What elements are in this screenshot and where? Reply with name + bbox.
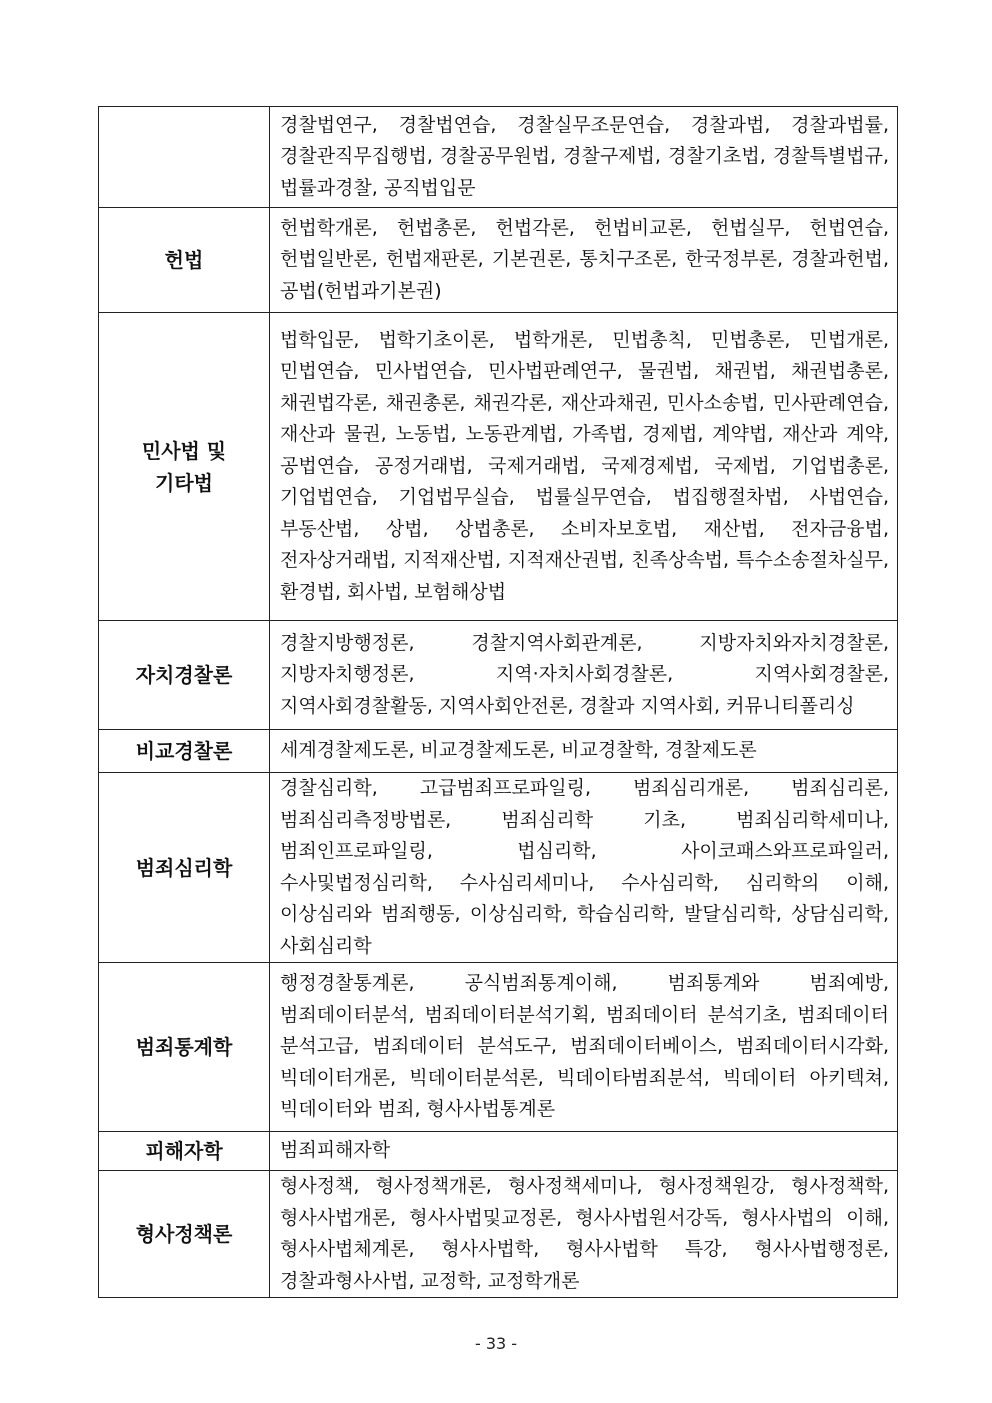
table-row bbox=[99, 730, 898, 773]
table-row bbox=[99, 107, 898, 208]
courses-cell: 경찰지방행정론, 경찰지역사회관계론, 지방자치와자치경찰론, 지방자치행정론, 지역·자치사회경찰론, 지역사회경찰론, 지역사회경찰활동, 지역사회안전론, 경찰과 지역사회, 커뮤니티폴리싱 bbox=[270, 621, 898, 730]
table-row bbox=[99, 1132, 898, 1171]
table-row bbox=[99, 963, 898, 1132]
subject-cell: 범죄통계학 bbox=[99, 963, 270, 1132]
subject-cell: 자치경찰론 bbox=[99, 621, 270, 730]
table-row bbox=[99, 773, 898, 963]
subject-cell: 피해자학 bbox=[99, 1132, 270, 1171]
subject-cell: 범죄심리학 bbox=[99, 773, 270, 963]
table-row bbox=[99, 313, 898, 621]
courses-cell: 형사정책, 형사정책개론, 형사정책세미나, 형사정책원강, 형사정책학, 형사사법개론, 형사사법및교정론, 형사사법원서강독, 형사사법의 이해, 형사사법체계론, 형사사법학, 형사사법학 특강, 형사사법행정론, 경찰과형사사법, 교정학, 교정학개론 bbox=[270, 1171, 898, 1298]
table-row bbox=[99, 1171, 898, 1298]
course-table bbox=[98, 106, 898, 1298]
courses-cell: 범죄피해자학 bbox=[270, 1132, 898, 1171]
courses-cell: 법학입문, 법학기초이론, 법학개론, 민법총칙, 민법총론, 민법개론, 민법연습, 민사법연습, 민사법판례연구, 물권법, 채권법, 채권법총론, 채권법각론, 채권총론, 채권각론, 재산과채권, 민사소송법, 민사판례연습, 재산과 물권, 노동법, 노동관계법, 가족법, 경제법, 계약법, 재산과 계약, 공법연습, 공정거래법, 국제거래법, 국제경제법, 국제법, 기업법총론, 기업법연습, 기업법무실습, 법률실무연습, 법집행절차법, 사법연습, 부동산법, 상법, 상법총론, 소비자보호법, 재산법, 전자금융법, 전자상거래법, 지적재산법, 지적재산권법, 친족상속법, 특수소송절차실무, 환경법, 회사법, 보험해상법 bbox=[270, 313, 898, 621]
subject-cell: 헌법 bbox=[99, 208, 270, 313]
courses-cell: 세계경찰제도론, 비교경찰제도론, 비교경찰학, 경찰제도론 bbox=[270, 730, 898, 773]
courses-cell: 경찰법연구, 경찰법연습, 경찰실무조문연습, 경찰과법, 경찰과법률, 경찰관직무집행법, 경찰공무원법, 경찰구제법, 경찰기초법, 경찰특별법규, 법률과경찰, 공직법입문 bbox=[270, 107, 898, 208]
subject-cell bbox=[99, 313, 270, 621]
table-row bbox=[99, 208, 898, 313]
courses-cell: 행정경찰통계론, 공식범죄통계이해, 범죄통계와 범죄예방, 범죄데이터분석, 범죄데이터분석기획, 범죄데이터 분석기초, 범죄데이터 분석고급, 범죄데이터 분석도구, 범죄데이터베이스, 범죄데이터시각화, 빅데이터개론, 빅데이터분석론, 빅데이타범죄분석, 빅데이터 아키텍쳐, 빅데이터와 범죄, 형사사법통계론 bbox=[270, 963, 898, 1132]
table-row bbox=[99, 621, 898, 730]
courses-cell: 경찰심리학, 고급범죄프로파일링, 범죄심리개론, 범죄심리론, 범죄심리측정방법론, 범죄심리학 기초, 범죄심리학세미나, 범죄인프로파일링, 법심리학, 사이코패스와프로파일러, 수사및법정심리학, 수사심리세미나, 수사심리학, 심리학의 이해, 이상심리와 범죄행동, 이상심리학, 학습심리학, 발달심리학, 상담심리학, 사회심리학 bbox=[270, 773, 898, 963]
subject-cell: 형사정책론 bbox=[99, 1171, 270, 1298]
subject-label: 민사법 및 기타법 bbox=[141, 438, 227, 495]
subject-cell bbox=[99, 107, 270, 208]
subject-cell: 비교경찰론 bbox=[99, 730, 270, 773]
page-number: - 33 - bbox=[474, 1334, 518, 1353]
courses-cell: 헌법학개론, 헌법총론, 헌법각론, 헌법비교론, 헌법실무, 헌법연습, 헌법일반론, 헌법재판론, 기본권론, 통치구조론, 한국정부론, 경찰과헌법, 공법(헌법과기본권) bbox=[270, 208, 898, 313]
